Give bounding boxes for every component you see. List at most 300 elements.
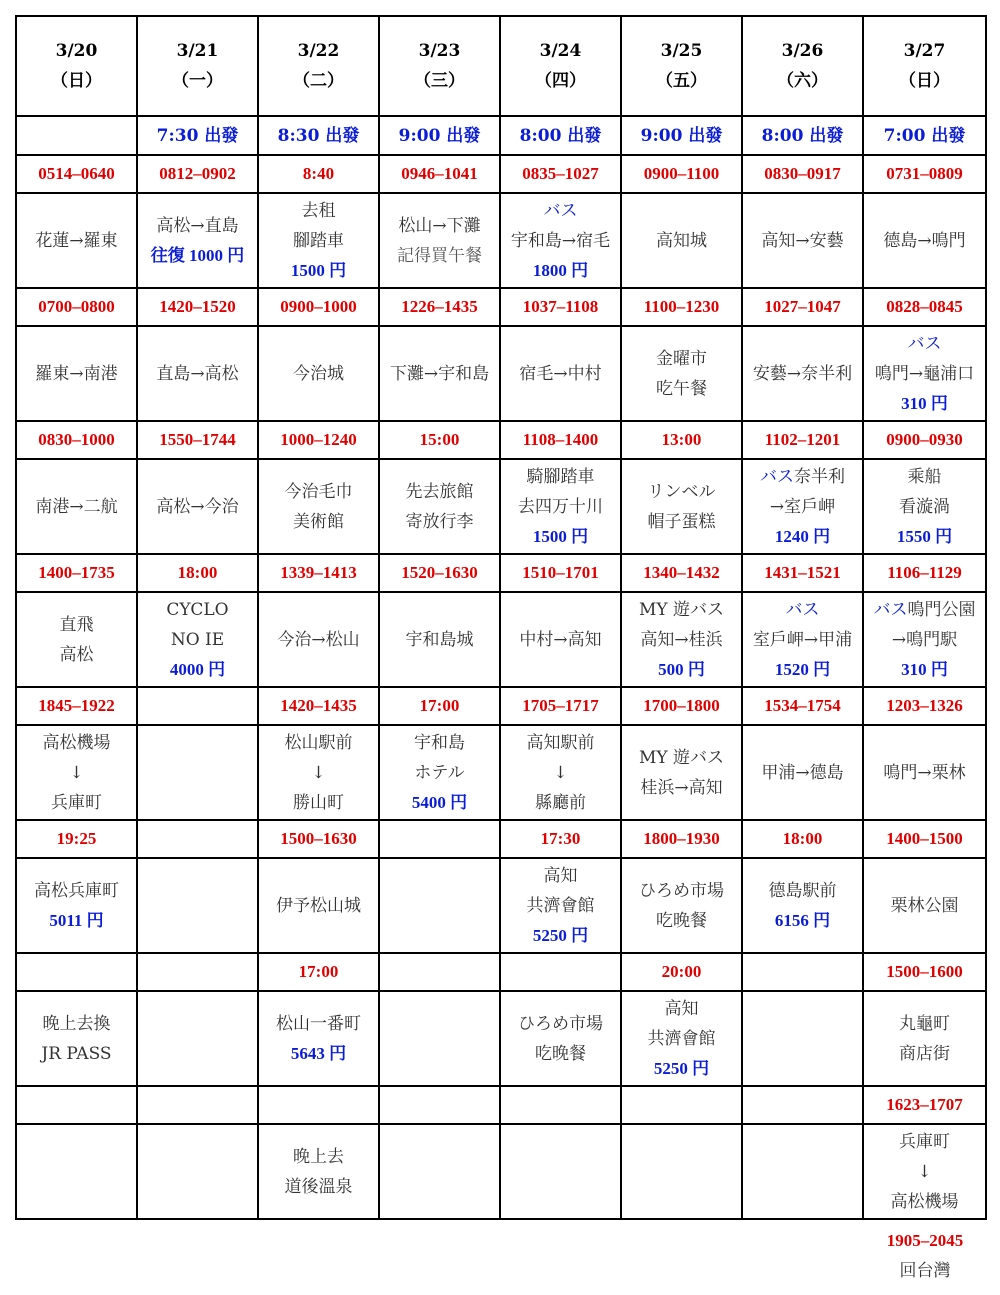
activity-cell bbox=[258, 193, 379, 288]
time-range: 1420–1435 bbox=[280, 696, 357, 715]
price-label: 310 円 bbox=[901, 393, 948, 413]
time-cell bbox=[742, 1086, 863, 1124]
time-cell bbox=[621, 421, 742, 459]
time-row bbox=[16, 687, 986, 725]
price-label: 往復 1000 円 bbox=[150, 245, 245, 265]
time-range: 19:25 bbox=[56, 829, 97, 848]
activity-text: 美術館 bbox=[293, 511, 344, 532]
trailer-text: 回台灣 bbox=[899, 1261, 951, 1281]
activity-cell bbox=[621, 858, 742, 953]
day-date: 3/22 bbox=[297, 41, 340, 61]
departure-row bbox=[16, 116, 986, 155]
time-range: 0835–1027 bbox=[522, 164, 599, 183]
activity-text: 高松→今治 bbox=[156, 496, 239, 517]
time-cell bbox=[137, 554, 258, 592]
departure-cell bbox=[16, 116, 137, 155]
activity-text: 高知 bbox=[664, 998, 699, 1019]
time-range: 0900–1000 bbox=[280, 297, 357, 316]
day-weekday: （六） bbox=[777, 71, 828, 91]
time-cell bbox=[500, 820, 621, 858]
time-range: 0830–0917 bbox=[764, 164, 841, 183]
activity-cell bbox=[379, 459, 500, 554]
time-cell bbox=[137, 1086, 258, 1124]
activity-text: MY 遊バス bbox=[638, 599, 725, 620]
activity-cell bbox=[621, 193, 742, 288]
time-range: 1339–1413 bbox=[280, 563, 357, 582]
activity-text: 去四万十川 bbox=[518, 496, 603, 517]
day-weekday: （四） bbox=[535, 71, 586, 91]
day-header-cell bbox=[258, 16, 379, 116]
activity-text: 室戶岬→甲浦 bbox=[752, 629, 853, 650]
time-range: 13:00 bbox=[661, 430, 702, 449]
activity-cell bbox=[621, 991, 742, 1086]
activity-cell bbox=[863, 326, 986, 421]
time-cell bbox=[258, 288, 379, 326]
activity-text: ホテル bbox=[414, 762, 465, 783]
departure-cell bbox=[379, 116, 500, 155]
day-weekday: （二） bbox=[293, 71, 344, 91]
activity-row bbox=[16, 326, 986, 421]
time-range: 1102–1201 bbox=[764, 430, 841, 449]
time-cell bbox=[258, 421, 379, 459]
time-cell bbox=[500, 687, 621, 725]
price-label: 1800 円 bbox=[532, 260, 589, 280]
time-range: 1226–1435 bbox=[401, 297, 478, 316]
activity-cell bbox=[500, 725, 621, 820]
activity-text: 去租 bbox=[301, 200, 336, 221]
day-header-cell bbox=[742, 16, 863, 116]
time-cell bbox=[621, 687, 742, 725]
time-cell bbox=[500, 155, 621, 193]
activity-cell bbox=[137, 725, 258, 820]
activity-text: 晚上去換 bbox=[42, 1013, 111, 1034]
activity-text: 下灘→宇和島 bbox=[389, 363, 490, 384]
activity-cell bbox=[258, 326, 379, 421]
day-header-cell bbox=[500, 16, 621, 116]
itinerary-table bbox=[15, 15, 987, 1220]
time-cell bbox=[16, 421, 137, 459]
activity-text: 高松 bbox=[59, 644, 94, 665]
time-cell bbox=[379, 155, 500, 193]
activity-cell bbox=[863, 858, 986, 953]
bus-label: バス bbox=[543, 200, 578, 221]
activity-cell bbox=[16, 725, 137, 820]
time-cell bbox=[16, 820, 137, 858]
activity-cell bbox=[742, 193, 863, 288]
activity-row bbox=[16, 193, 986, 288]
activity-cell bbox=[742, 991, 863, 1086]
trailer bbox=[864, 1226, 986, 1286]
header-row bbox=[16, 16, 986, 116]
activity-text: 羅東→南港 bbox=[35, 363, 118, 384]
time-cell bbox=[621, 953, 742, 991]
time-range: 1550–1744 bbox=[159, 430, 236, 449]
day-weekday: （日） bbox=[899, 71, 950, 91]
activity-cell bbox=[137, 1124, 258, 1219]
activity-text: 看漩渦 bbox=[899, 496, 950, 517]
day-weekday: （一） bbox=[172, 71, 223, 91]
activity-text: 高知 bbox=[543, 865, 578, 886]
activity-cell bbox=[258, 858, 379, 953]
activity-line bbox=[743, 462, 862, 492]
activity-row bbox=[16, 592, 986, 687]
time-cell bbox=[258, 554, 379, 592]
time-range: 1400–1500 bbox=[886, 829, 963, 848]
activity-text: 高知駅前 bbox=[526, 732, 595, 753]
activity-cell bbox=[137, 459, 258, 554]
activity-cell bbox=[742, 858, 863, 953]
activity-cell bbox=[258, 592, 379, 687]
time-range: 17:30 bbox=[540, 829, 581, 848]
time-cell bbox=[137, 155, 258, 193]
time-cell bbox=[16, 687, 137, 725]
activity-text: JR PASS bbox=[41, 1043, 112, 1064]
activity-cell bbox=[500, 991, 621, 1086]
time-range: 0946–1041 bbox=[401, 164, 478, 183]
time-cell bbox=[379, 554, 500, 592]
activity-text: 德島→鳴門 bbox=[883, 230, 966, 251]
time-cell bbox=[379, 1086, 500, 1124]
activity-text: 共濟會館 bbox=[647, 1028, 716, 1049]
departure-time: 9:00 出發 bbox=[640, 125, 723, 146]
day-header-cell bbox=[863, 16, 986, 116]
time-cell bbox=[621, 155, 742, 193]
time-row bbox=[16, 421, 986, 459]
activity-row bbox=[16, 725, 986, 820]
time-range: 0514–0640 bbox=[38, 164, 115, 183]
departure-cell bbox=[500, 116, 621, 155]
activity-line bbox=[864, 595, 985, 625]
time-cell bbox=[16, 1086, 137, 1124]
activity-text: ひろめ市場 bbox=[639, 880, 724, 901]
day-date: 3/20 bbox=[55, 41, 98, 61]
time-range: 1800–1930 bbox=[643, 829, 720, 848]
time-cell bbox=[258, 820, 379, 858]
activity-text: 今治城 bbox=[293, 363, 344, 384]
activity-text: 奈半利 bbox=[794, 466, 845, 487]
activity-cell bbox=[863, 459, 986, 554]
activity-text: 兵庫町 bbox=[899, 1131, 950, 1152]
trailer-time: 1905–2045 bbox=[886, 1231, 964, 1250]
activity-cell bbox=[379, 326, 500, 421]
time-range: 1700–1800 bbox=[643, 696, 720, 715]
activity-cell bbox=[742, 725, 863, 820]
activity-text: 勝山町 bbox=[293, 792, 344, 813]
time-cell bbox=[16, 155, 137, 193]
time-cell bbox=[621, 1086, 742, 1124]
departure-cell bbox=[863, 116, 986, 155]
time-cell bbox=[137, 953, 258, 991]
time-range: 1705–1717 bbox=[522, 696, 599, 715]
time-cell bbox=[500, 554, 621, 592]
time-cell bbox=[258, 953, 379, 991]
departure-time: 7:30 出發 bbox=[156, 125, 239, 146]
price-label: 5643 円 bbox=[290, 1043, 347, 1063]
activity-cell bbox=[621, 592, 742, 687]
price-label: 6156 円 bbox=[774, 910, 831, 930]
time-cell bbox=[863, 953, 986, 991]
activity-cell bbox=[742, 459, 863, 554]
activity-text: →室戶岬 bbox=[769, 496, 836, 517]
activity-cell bbox=[621, 1124, 742, 1219]
activity-text: CYCLO bbox=[166, 599, 229, 620]
activity-text: 先去旅館 bbox=[405, 481, 474, 502]
activity-text: 乘船 bbox=[907, 466, 942, 487]
time-cell bbox=[742, 820, 863, 858]
bus-label: バス bbox=[760, 466, 794, 487]
activity-row bbox=[16, 858, 986, 953]
price-label: 1240 円 bbox=[774, 526, 831, 546]
day-weekday: （日） bbox=[51, 71, 102, 91]
activity-text: 宿毛→中村 bbox=[519, 363, 602, 384]
activity-cell bbox=[863, 1124, 986, 1219]
activity-cell bbox=[16, 1124, 137, 1219]
activity-text: 晚上去 bbox=[293, 1146, 344, 1167]
time-cell bbox=[742, 288, 863, 326]
price-label: 1520 円 bbox=[774, 659, 831, 679]
time-cell bbox=[16, 554, 137, 592]
day-weekday: （三） bbox=[414, 71, 465, 91]
day-header-cell bbox=[621, 16, 742, 116]
departure-time: 7:00 出發 bbox=[883, 125, 966, 146]
activity-text: 帽子蛋糕 bbox=[647, 511, 716, 532]
departure-cell bbox=[258, 116, 379, 155]
activity-cell bbox=[621, 459, 742, 554]
activity-text: 鳴門→龜浦口 bbox=[874, 363, 975, 384]
activity-text: 高知→桂浜 bbox=[640, 629, 723, 650]
day-header-cell bbox=[379, 16, 500, 116]
day-date: 3/24 bbox=[539, 41, 582, 61]
activity-cell bbox=[379, 1124, 500, 1219]
activity-cell bbox=[379, 725, 500, 820]
bus-label: バス bbox=[873, 599, 908, 620]
time-cell bbox=[742, 687, 863, 725]
time-cell bbox=[379, 953, 500, 991]
activity-cell bbox=[258, 459, 379, 554]
time-cell bbox=[379, 288, 500, 326]
activity-text: 宇和島城 bbox=[405, 629, 474, 650]
activity-cell bbox=[16, 459, 137, 554]
price-label: 310 円 bbox=[901, 659, 948, 679]
time-range: 18:00 bbox=[782, 829, 823, 848]
activity-text: 花蓮→羅東 bbox=[35, 230, 118, 251]
departure-time: 8:30 出發 bbox=[277, 125, 360, 146]
activity-cell bbox=[137, 326, 258, 421]
activity-cell bbox=[500, 1124, 621, 1219]
activity-cell bbox=[16, 592, 137, 687]
time-range: 15:00 bbox=[419, 430, 460, 449]
price-label: 4000 円 bbox=[169, 659, 226, 679]
activity-cell bbox=[137, 592, 258, 687]
activity-text: 今治毛巾 bbox=[284, 481, 353, 502]
time-range: 0700–0800 bbox=[38, 297, 115, 316]
activity-cell bbox=[258, 725, 379, 820]
activity-cell bbox=[863, 725, 986, 820]
activity-text: 宇和島→宿毛 bbox=[510, 230, 611, 251]
departure-cell bbox=[742, 116, 863, 155]
activity-text: 記得買午餐 bbox=[397, 245, 482, 266]
time-cell bbox=[500, 953, 621, 991]
activity-cell bbox=[16, 193, 137, 288]
activity-cell bbox=[500, 858, 621, 953]
time-range: 17:00 bbox=[298, 962, 339, 981]
time-cell bbox=[500, 1086, 621, 1124]
price-label: 5250 円 bbox=[653, 1058, 710, 1078]
activity-cell bbox=[863, 592, 986, 687]
activity-cell bbox=[500, 193, 621, 288]
activity-cell bbox=[16, 858, 137, 953]
activity-text: 縣廳前 bbox=[535, 792, 586, 813]
activity-text: 鳴門公園 bbox=[907, 599, 976, 620]
activity-text: NO IE bbox=[170, 629, 225, 650]
activity-text: 桂浜→高知 bbox=[640, 777, 723, 798]
activity-text: 高松→直島 bbox=[156, 215, 239, 236]
time-range: 0828–0845 bbox=[886, 297, 963, 316]
activity-text: 甲浦→德島 bbox=[761, 762, 844, 783]
time-range: 1534–1754 bbox=[764, 696, 841, 715]
time-cell bbox=[621, 288, 742, 326]
activity-text: 丸龜町 bbox=[899, 1013, 950, 1034]
time-cell bbox=[16, 953, 137, 991]
time-cell bbox=[500, 421, 621, 459]
day-date: 3/21 bbox=[176, 41, 219, 61]
activity-text: 直飛 bbox=[59, 614, 94, 635]
time-range: 18:00 bbox=[177, 563, 218, 582]
day-date: 3/26 bbox=[781, 41, 824, 61]
activity-text: 腳踏車 bbox=[293, 230, 344, 251]
activity-cell bbox=[500, 326, 621, 421]
time-range: 1431–1521 bbox=[764, 563, 841, 582]
activity-text: 商店街 bbox=[899, 1043, 950, 1064]
activity-text: 高松機場 bbox=[890, 1191, 959, 1212]
day-date: 3/27 bbox=[903, 41, 946, 61]
activity-text: 金曜市 bbox=[656, 348, 707, 369]
activity-cell bbox=[621, 326, 742, 421]
activity-cell bbox=[500, 592, 621, 687]
time-cell bbox=[137, 687, 258, 725]
activity-text: 吃晚餐 bbox=[656, 910, 707, 931]
activity-cell bbox=[379, 991, 500, 1086]
time-range: 0830–1000 bbox=[38, 430, 115, 449]
day-date: 3/25 bbox=[660, 41, 703, 61]
time-cell bbox=[863, 820, 986, 858]
activity-row bbox=[16, 1124, 986, 1219]
price-label: 1550 円 bbox=[896, 526, 953, 546]
activity-text: 寄放行李 bbox=[405, 511, 474, 532]
time-range: 20:00 bbox=[661, 962, 702, 981]
activity-text: 伊予松山城 bbox=[276, 895, 361, 916]
activity-text: ↓ bbox=[553, 762, 568, 783]
price-label: 5250 円 bbox=[532, 925, 589, 945]
activity-text: 安藝→奈半利 bbox=[752, 363, 853, 384]
activity-cell bbox=[137, 991, 258, 1086]
time-cell bbox=[742, 421, 863, 459]
time-cell bbox=[863, 288, 986, 326]
price-label: 500 円 bbox=[658, 659, 705, 679]
activity-text: 兵庫町 bbox=[51, 792, 102, 813]
day-weekday: （五） bbox=[656, 71, 707, 91]
activity-text: ↓ bbox=[917, 1161, 932, 1182]
time-row bbox=[16, 953, 986, 991]
time-cell bbox=[742, 554, 863, 592]
time-row bbox=[16, 155, 986, 193]
activity-text: 松山一番町 bbox=[276, 1013, 361, 1034]
time-range: 1500–1600 bbox=[886, 962, 963, 981]
time-cell bbox=[258, 1086, 379, 1124]
time-range: 1845–1922 bbox=[38, 696, 115, 715]
activity-text: 鳴門→栗林 bbox=[883, 762, 966, 783]
day-header-cell bbox=[16, 16, 137, 116]
time-row bbox=[16, 288, 986, 326]
activity-text: MY 遊バス bbox=[638, 747, 725, 768]
time-cell bbox=[379, 687, 500, 725]
activity-cell bbox=[742, 592, 863, 687]
activity-text: →鳴門駅 bbox=[891, 629, 958, 650]
time-range: 1623–1707 bbox=[886, 1095, 963, 1114]
time-range: 1000–1240 bbox=[280, 430, 357, 449]
bus-label: バス bbox=[907, 333, 942, 354]
time-row bbox=[16, 1086, 986, 1124]
activity-cell bbox=[137, 858, 258, 953]
time-range: 1420–1520 bbox=[159, 297, 236, 316]
time-cell bbox=[863, 687, 986, 725]
time-range: 1106–1129 bbox=[887, 563, 962, 582]
day-header-cell bbox=[137, 16, 258, 116]
time-cell bbox=[621, 820, 742, 858]
activity-row bbox=[16, 991, 986, 1086]
activity-cell bbox=[500, 459, 621, 554]
activity-text: 道後溫泉 bbox=[284, 1176, 353, 1197]
activity-text: 南港→二航 bbox=[35, 496, 118, 517]
time-range: 1100–1230 bbox=[643, 297, 720, 316]
time-range: 1500–1630 bbox=[280, 829, 357, 848]
activity-text: ↓ bbox=[69, 762, 84, 783]
activity-text: リンベル bbox=[647, 481, 716, 502]
activity-text: ひろめ市場 bbox=[518, 1013, 603, 1034]
activity-text: 德島駅前 bbox=[768, 880, 837, 901]
activity-cell bbox=[258, 1124, 379, 1219]
price-label: 5400 円 bbox=[411, 792, 468, 812]
time-cell bbox=[742, 953, 863, 991]
activity-cell bbox=[863, 193, 986, 288]
activity-cell bbox=[137, 193, 258, 288]
bus-label: バス bbox=[785, 599, 820, 620]
activity-text: 直島→高松 bbox=[156, 363, 239, 384]
time-cell bbox=[16, 288, 137, 326]
day-date: 3/23 bbox=[418, 41, 461, 61]
activity-cell bbox=[621, 725, 742, 820]
activity-text: ↓ bbox=[311, 762, 326, 783]
activity-text: 騎腳踏車 bbox=[526, 466, 595, 487]
departure-time: 9:00 出發 bbox=[398, 125, 481, 146]
activity-text: 吃晚餐 bbox=[535, 1043, 586, 1064]
time-range: 0731–0809 bbox=[886, 164, 963, 183]
activity-cell bbox=[742, 326, 863, 421]
time-cell bbox=[500, 288, 621, 326]
time-cell bbox=[137, 288, 258, 326]
activity-text: 高松兵庫町 bbox=[34, 880, 119, 901]
time-range: 1400–1735 bbox=[38, 563, 115, 582]
price-label: 1500 円 bbox=[532, 526, 589, 546]
activity-cell bbox=[379, 858, 500, 953]
activity-text: 共濟會館 bbox=[526, 895, 595, 916]
time-range: 1037–1108 bbox=[522, 297, 599, 316]
activity-cell bbox=[379, 193, 500, 288]
time-cell bbox=[863, 554, 986, 592]
time-range: 1510–1701 bbox=[522, 563, 599, 582]
activity-cell bbox=[742, 1124, 863, 1219]
time-cell bbox=[258, 687, 379, 725]
